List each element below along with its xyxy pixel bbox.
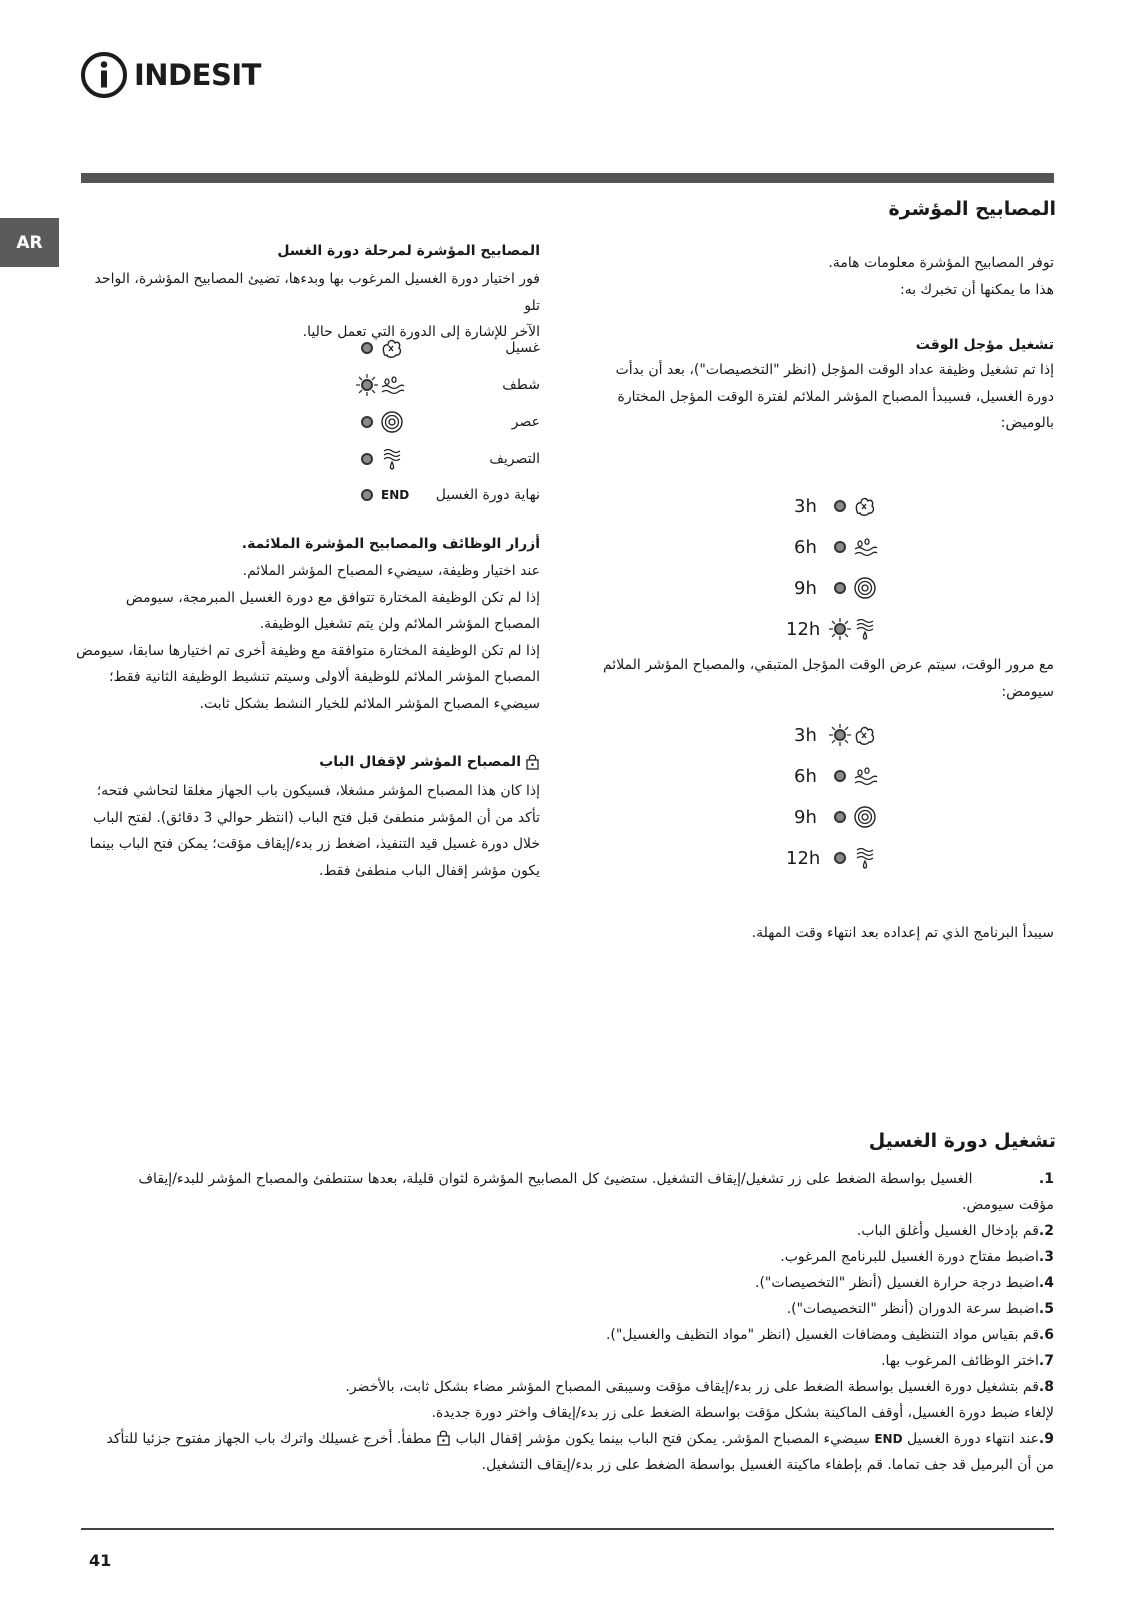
indicator-light: [828, 764, 852, 788]
step-text: قم بإدخال الغسيل وأغلق الباب.: [856, 1223, 1039, 1239]
drain-icon: [379, 446, 405, 472]
remaining-indicator-12h: [786, 845, 878, 871]
phase-row-rinse: [355, 372, 540, 398]
intro-line: هذا ما يمكنها أن تخبرك به:: [899, 281, 1054, 298]
delay-text-line: إذا تم تشغيل وظيفة عداد الوقت المؤجل (انظر "التخصيصات")، بعد أن بدأت: [615, 362, 1054, 378]
header-rule: [81, 173, 1054, 183]
rinse-icon: [852, 534, 878, 560]
door-text-line: تأكد من أن المؤشر منطفئ قبل فتح الباب (انتظر حوالي 3 دقائق). لفتح الباب: [93, 809, 540, 826]
door-lock-text: [70, 778, 540, 884]
wash-icon: [852, 493, 878, 519]
delay-indicator-12h: [786, 616, 878, 642]
end-label: END: [381, 488, 410, 502]
phase-lights-text: [80, 266, 540, 346]
language-tab: AR: [0, 218, 59, 267]
remaining-indicator-9h: [794, 804, 878, 830]
step-text-continued: لإلغاء ضبط دورة الغسيل، أوقف الماكينة بشكل مؤقت بواسطة الضغط على زر بدء/إيقاف واختر دورة جديدة.: [431, 1405, 1054, 1421]
hours-label: 6h: [794, 536, 817, 558]
remaining-indicator-6h: [794, 763, 878, 789]
delay-text-line: دورة الغسيل، فسيبدأ المصباح المؤشر الملائم لفترة الوقت المؤجل المختارة: [617, 388, 1054, 405]
step-text: اختر الوظائف المرغوب بها.: [881, 1353, 1039, 1369]
func-text-line: إذا لم تكن الوظيفة المختارة تتوافق مع دورة الغسيل المبرمجة، سيومض: [125, 589, 540, 606]
indicator-light: [828, 805, 852, 829]
rinse-icon: [379, 372, 405, 398]
step-text: قم بقياس مواد التنظيف ومضافات الغسيل (انظر "مواد التظيف والغسيل").: [605, 1327, 1039, 1343]
phase-indicator-table: [355, 335, 540, 515]
indicator-light: [355, 410, 379, 434]
indicator-light-blinking: [828, 617, 852, 641]
end-label: END: [874, 1432, 903, 1446]
cycle-step-4: [755, 1270, 1054, 1296]
cycle-step-3: [780, 1244, 1054, 1270]
spin-icon: [852, 575, 878, 601]
elapsed-text-line: مع مرور الوقت، سيتم عرض الوقت المؤجل المتبقي، والمصباح المؤشر الملائم: [602, 657, 1054, 673]
phase-row-wash: [355, 335, 540, 361]
lock-icon: [436, 1429, 451, 1446]
step-text-continued: من أن البرميل قد جف تماما. قم بإطفاء ماكينة الغسيل بواسطة الضغط على زر بدء/إيقاف التشغيل.: [481, 1457, 1054, 1473]
lock-icon: [525, 753, 540, 770]
step-number: 3.: [1038, 1249, 1054, 1265]
footer-rule: [81, 1528, 1054, 1530]
cycle-step-9: [74, 1426, 1054, 1478]
drain-icon: [852, 616, 878, 642]
wash-icon: [379, 335, 405, 361]
hours-label: 9h: [794, 806, 817, 828]
hours-label: 6h: [794, 765, 817, 787]
cycle-step-2: [857, 1218, 1054, 1244]
spin-icon: [379, 409, 405, 435]
phase-row-end: [355, 482, 540, 508]
step-text-continued: مؤقت سيومض.: [962, 1197, 1054, 1213]
func-text-line: عند اختيار وظيفة، سيضيء المصباح المؤشر الملائم.: [242, 563, 540, 579]
door-lock-heading-text: المصباح المؤشر لإقفال الباب: [319, 753, 521, 770]
indicator-light: [828, 535, 852, 559]
phase-row-drain: [355, 446, 540, 472]
intro-line: توفر المصابيح المؤشرة معلومات هامة.: [828, 255, 1054, 271]
drain-icon: [852, 845, 878, 871]
indicator-lights-title: المصابيح المؤشرة: [888, 198, 1056, 220]
phase-label: عصر: [511, 414, 540, 430]
step-number: 4.: [1038, 1275, 1054, 1291]
door-text-line: إذا كان هذا المصباح المؤشر مشغلا، فسيكون باب الجهاز مغلقا لتحاشي فتحه؛: [96, 783, 540, 799]
delay-indicator-9h: [794, 575, 878, 601]
indicator-light-blinking: [355, 373, 379, 397]
phase-text-line: فور اختيار دورة الغسيل المرغوب بها وبدءها، تضيئ المصابيح المؤشرة، الواحد تلو: [94, 271, 540, 314]
cycle-step-8: [74, 1374, 1054, 1426]
function-buttons-heading: أزرار الوظائف والمصابيح المؤشرة الملائمة.: [241, 536, 540, 552]
step-number: 8.: [1038, 1379, 1054, 1395]
delay-start-text: [584, 357, 1054, 437]
step-text: اضبط مفتاح دورة الغسيل للبرنامج المرغوب.: [780, 1249, 1039, 1265]
elapsed-text-line: سيومض:: [1001, 683, 1054, 700]
indicator-light: [828, 494, 852, 518]
wash-cycle-title: تشغيل دورة الغسيل: [868, 1130, 1056, 1152]
func-text-line: إذا لم تكن الوظيفة المختارة متوافقة مع وظيفة أخرى تم اختيارها سابقا، سيومض: [76, 642, 540, 659]
delay-start-heading: تشغيل مؤجل الوقت: [915, 337, 1054, 353]
function-buttons-text: [70, 558, 540, 717]
step-text: قم بتشغيل دورة الغسيل بواسطة الضغط على زر بدء/إيقاف مؤقت وسيبقى المصباح المؤشر مضاء بشكل ثابت، بالأخضر.: [345, 1379, 1039, 1395]
phase-label: شطف: [502, 377, 540, 393]
step-number: 1.: [1038, 1171, 1054, 1187]
door-text-line: خلال دورة غسيل قيد التنفيذ، اضغط زر بدء/إيقاف مؤقت؛ يمكن فتح الباب بينما: [89, 836, 540, 852]
delay-final-text: سيبدأ البرنامج الذي تم إعداده بعد انتهاء وقت المهلة.: [751, 925, 1054, 941]
cycle-step-6: [606, 1322, 1054, 1348]
spin-icon: [852, 804, 878, 830]
elapsed-text: [574, 652, 1054, 705]
delay-text-line: بالوميض:: [1000, 415, 1054, 431]
door-text-line: يكون مؤشر إقفال الباب منطفئ فقط.: [319, 862, 540, 879]
hours-label: 9h: [794, 577, 817, 599]
hours-label: 3h: [794, 495, 817, 517]
step-number: 6.: [1038, 1327, 1054, 1343]
remaining-indicator-3h: [794, 722, 878, 748]
indicator-light: [828, 576, 852, 600]
phase-label: غسيل: [505, 340, 540, 356]
step-text: اضبط درجة حرارة الغسيل (أنظر "التخصيصات").: [755, 1275, 1039, 1291]
indicator-light: [355, 336, 379, 360]
step-number: 2.: [1038, 1223, 1054, 1239]
brand-name: INDESIT: [134, 58, 261, 92]
step-number: 9.: [1038, 1431, 1054, 1447]
func-text-line: المصباح المؤشر الملائم للوظيفة ألاولى وسيتم تنشيط الوظيفة الثانية فقط؛: [109, 669, 540, 685]
delay-indicator-6h: [794, 534, 878, 560]
door-lock-heading: [319, 753, 540, 770]
phase-row-spin: [355, 409, 540, 435]
indicator-intro: [594, 250, 1054, 303]
indesit-logo-icon: [80, 52, 128, 98]
cycle-step-7: [881, 1348, 1054, 1374]
indicator-light: [355, 447, 379, 471]
indicator-light-blinking: [828, 723, 852, 747]
func-text-line: سيضيء المصباح المؤشر الملائم للخيار النشط بشكل ثابت.: [199, 695, 540, 712]
delay-indicator-3h: [794, 493, 878, 519]
step-text: سيضيء المصباح المؤشر. يمكن فتح الباب بينما يكون مؤشر إقفال الباب: [455, 1431, 870, 1447]
step-number: 5.: [1038, 1301, 1054, 1317]
step-text: مطفأ. أخرج غسيلك واترك باب الجهاز مفتوح جزئيا للتأكد: [106, 1431, 432, 1447]
wash-icon: [852, 722, 878, 748]
phase-text-line: الآخر للإشارة إلى الدورة التي تعمل حاليا.: [302, 324, 540, 340]
indicator-light: [355, 483, 379, 507]
rinse-icon: [852, 763, 878, 789]
phase-label: نهاية دورة الغسيل: [435, 487, 540, 503]
step-number: 7.: [1038, 1353, 1054, 1369]
phase-lights-heading: المصابيح المؤشرة لمرحلة دورة الغسل: [277, 243, 540, 259]
hours-label: 3h: [794, 724, 817, 746]
page-number: 41: [89, 1551, 112, 1570]
func-text-line: المصباح المؤشر الملائم ولن يتم تشغيل الوظيفة.: [259, 616, 540, 632]
step-text: عند انتهاء دورة الغسيل: [907, 1431, 1039, 1447]
indicator-light: [828, 846, 852, 870]
cycle-step-5: [787, 1296, 1054, 1322]
hours-label: 12h: [786, 847, 821, 869]
step-text: اضبط سرعة الدوران (أنظر "التخصيصات").: [786, 1301, 1039, 1317]
step-text: الغسيل بواسطة الضغط على زر تشغيل/إيقاف التشغيل. ستضيئ كل المصابيح المؤشرة لثوان قليلة، بعدها ستنطفئ والمصباح المؤشر للبدء/إيقاف: [138, 1171, 973, 1187]
brand-logo: [80, 52, 261, 98]
phase-label: التصريف: [489, 451, 540, 467]
hours-label: 12h: [786, 618, 821, 640]
cycle-step-1: [74, 1166, 1054, 1218]
